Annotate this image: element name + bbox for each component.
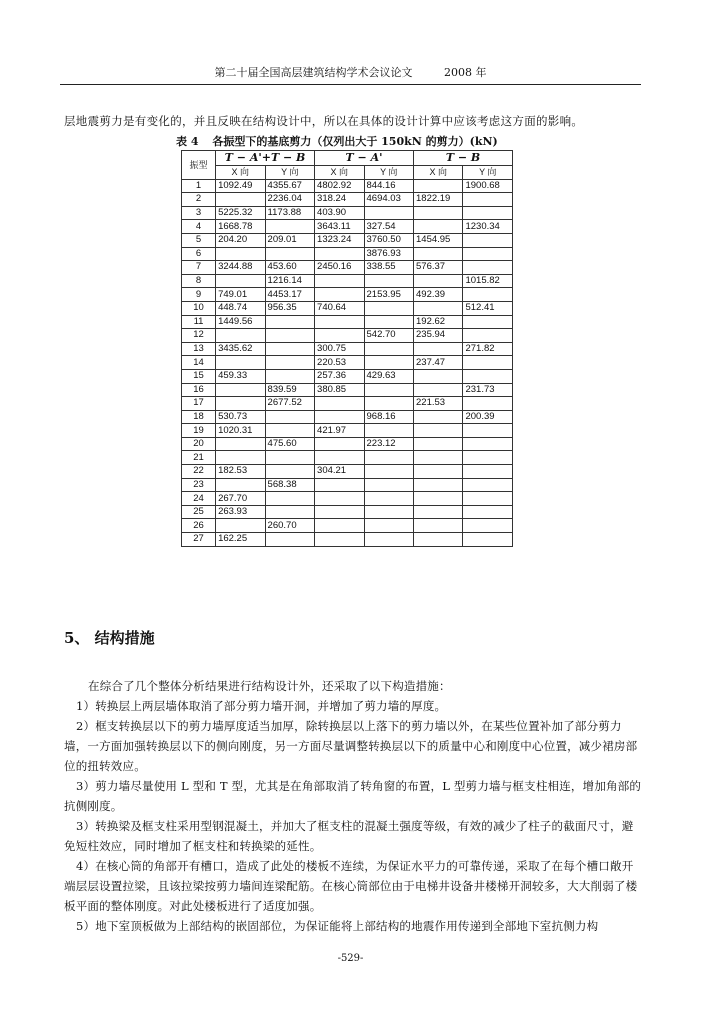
table-caption	[176, 133, 508, 149]
table-row	[182, 342, 513, 356]
shear-value-cell	[216, 437, 265, 451]
shear-value-cell: 1668.78	[216, 220, 265, 234]
shear-value-cell	[364, 274, 413, 288]
shear-value-cell: 237.47	[414, 356, 463, 370]
shear-value-cell	[414, 465, 463, 479]
table-row	[182, 206, 513, 220]
table-row	[182, 247, 513, 261]
shear-value-cell	[315, 329, 364, 343]
mode-number-cell: 11	[182, 315, 216, 329]
shear-value-cell	[265, 492, 314, 506]
shear-value-cell: 3643.11	[315, 220, 364, 234]
shear-value-cell: 1323.24	[315, 233, 364, 247]
shear-value-cell	[463, 465, 513, 479]
shear-value-cell: 162.25	[216, 533, 265, 547]
table-row	[182, 519, 513, 533]
shear-value-cell	[463, 288, 513, 302]
table-row	[182, 301, 513, 315]
shear-value-cell: 448.74	[216, 301, 265, 315]
table-row	[182, 533, 513, 547]
table-row	[182, 315, 513, 329]
shear-value-cell	[463, 369, 513, 383]
shear-value-cell: 2450.16	[315, 261, 364, 275]
shear-value-cell	[414, 519, 463, 533]
shear-value-cell: 3876.93	[364, 247, 413, 261]
shear-value-cell	[216, 356, 265, 370]
shear-value-cell	[216, 451, 265, 465]
shear-value-cell: 304.21	[315, 465, 364, 479]
mode-number-cell: 12	[182, 329, 216, 343]
shear-value-cell: 1020.31	[216, 424, 265, 438]
shear-value-cell	[364, 342, 413, 356]
shear-value-cell: 4355.67	[265, 179, 314, 193]
shear-value-cell	[463, 329, 513, 343]
table-row	[182, 329, 513, 343]
shear-value-cell: 839.59	[265, 383, 314, 397]
shear-value-cell	[414, 383, 463, 397]
shear-value-cell: 260.70	[265, 519, 314, 533]
shear-value-cell	[265, 220, 314, 234]
mode-number-cell: 1	[182, 179, 216, 193]
table-row	[182, 383, 513, 397]
table-row	[182, 179, 513, 193]
shear-value-cell	[265, 356, 314, 370]
group-header: T − A'	[315, 151, 414, 166]
page-number: -529-	[337, 953, 364, 964]
shear-value-cell: 576.37	[414, 261, 463, 275]
mode-number-cell: 2	[182, 193, 216, 207]
shear-value-cell	[216, 383, 265, 397]
mode-number-cell: 3	[182, 206, 216, 220]
shear-value-cell	[463, 437, 513, 451]
shear-value-cell: 2153.95	[364, 288, 413, 302]
shear-value-cell: 4453.17	[265, 288, 314, 302]
shear-value-cell	[463, 206, 513, 220]
shear-value-cell: 1822.19	[414, 193, 463, 207]
shear-value-cell	[463, 451, 513, 465]
shear-value-cell	[216, 397, 265, 411]
paragraph: 3）转换梁及框支柱采用型钢混凝土，并加大了框支柱的混凝土强度等级，有效的减少了柱子的截面尺寸，避免短柱效应，同时增加了框支柱和转换梁的延性。	[64, 819, 634, 853]
conference-title: 第二十届全国高层建筑结构学术会议论文	[214, 66, 413, 79]
shear-value-cell	[265, 533, 314, 547]
shear-value-cell	[463, 424, 513, 438]
table-row	[182, 274, 513, 288]
table-row	[182, 193, 513, 207]
mode-number-cell: 7	[182, 261, 216, 275]
sub-header: Y 向	[265, 166, 314, 180]
shear-value-cell: 235.94	[414, 329, 463, 343]
paragraph: 3）剪力墙尽量使用 L 型和 T 型，尤其是在角部取消了转角窗的布置，L 型剪力墙与框支柱相连，增加角部的抗侧刚度。	[64, 779, 642, 813]
shear-value-cell: 1449.56	[216, 315, 265, 329]
table-row	[182, 220, 513, 234]
paragraph: 5）地下室顶板做为上部结构的嵌固部位，为保证能将上部结构的地震作用传递到全部地下室抗侧力构	[76, 919, 599, 933]
sub-header: X 向	[315, 166, 364, 180]
shear-value-cell	[463, 505, 513, 519]
mode-number-cell: 23	[182, 478, 216, 492]
mode-number-cell: 26	[182, 519, 216, 533]
paragraph: 2）框支转换层以下的剪力墙厚度适当加厚，除转换层以上落下的剪力墙以外，在某些位置补加了部分剪力墙，一方面加强转换层以下的侧向刚度，另一方面尽量调整转换层以下的质量中心和刚度中心位置，减少裙房部位的扭转效应。	[64, 719, 638, 773]
shear-value-cell: 192.62	[414, 315, 463, 329]
mode-number-cell: 10	[182, 301, 216, 315]
shear-value-cell	[265, 410, 314, 424]
mode-number-cell: 27	[182, 533, 216, 547]
shear-value-cell	[463, 533, 513, 547]
sub-header: Y 向	[364, 166, 413, 180]
shear-value-cell	[364, 451, 413, 465]
shear-value-cell	[364, 383, 413, 397]
shear-value-cell: 403.90	[315, 206, 364, 220]
table-row	[182, 505, 513, 519]
shear-value-cell: 1092.49	[216, 179, 265, 193]
base-shear-table	[181, 150, 513, 547]
shear-value-cell: 475.60	[265, 437, 314, 451]
mode-number-cell: 5	[182, 233, 216, 247]
shear-value-cell	[414, 220, 463, 234]
shear-value-cell	[265, 329, 314, 343]
mode-number-cell: 16	[182, 383, 216, 397]
shear-value-cell	[414, 274, 463, 288]
shear-value-cell: 223.12	[364, 437, 413, 451]
shear-value-cell: 740.64	[315, 301, 364, 315]
shear-value-cell	[414, 369, 463, 383]
shear-value-cell: 380.85	[315, 383, 364, 397]
shear-value-cell	[414, 179, 463, 193]
shear-value-cell	[463, 233, 513, 247]
shear-value-cell	[463, 519, 513, 533]
shear-value-cell: 1230.34	[463, 220, 513, 234]
sub-header: Y 向	[463, 166, 513, 180]
shear-value-cell: 1173.88	[265, 206, 314, 220]
shear-value-cell: 956.35	[265, 301, 314, 315]
shear-value-cell	[414, 410, 463, 424]
shear-value-cell	[364, 465, 413, 479]
shear-value-cell: 338.55	[364, 261, 413, 275]
sub-header: X 向	[414, 166, 463, 180]
corner-cell: 振型	[182, 151, 216, 180]
shear-value-cell: 231.73	[463, 383, 513, 397]
mode-number-cell: 19	[182, 424, 216, 438]
shear-value-cell: 200.39	[463, 410, 513, 424]
shear-value-cell: 1015.82	[463, 274, 513, 288]
shear-value-cell	[364, 505, 413, 519]
shear-value-cell	[216, 519, 265, 533]
shear-value-cell	[463, 356, 513, 370]
shear-value-cell: 1216.14	[265, 274, 314, 288]
shear-value-cell	[216, 329, 265, 343]
shear-value-cell: 4694.03	[364, 193, 413, 207]
shear-value-cell	[315, 451, 364, 465]
header-year: 2008 年	[444, 66, 487, 79]
table-row	[182, 424, 513, 438]
shear-value-cell	[315, 505, 364, 519]
shear-value-cell: 749.01	[216, 288, 265, 302]
group-header: T − A'+T − B	[216, 151, 315, 166]
table-sub-header	[182, 166, 513, 180]
shear-value-cell	[265, 465, 314, 479]
table-title: 各振型下的基底剪力（仅列出大于 150kN 的剪力）(kN)	[212, 135, 498, 148]
shear-value-cell	[265, 505, 314, 519]
mode-number-cell: 9	[182, 288, 216, 302]
shear-value-cell: 459.33	[216, 369, 265, 383]
shear-value-cell: 3760.50	[364, 233, 413, 247]
shear-value-cell	[414, 424, 463, 438]
shear-value-cell: 2677.52	[265, 397, 314, 411]
shear-value-cell	[315, 247, 364, 261]
table-row	[182, 492, 513, 506]
shear-value-cell: 512.41	[463, 301, 513, 315]
shear-value-cell	[315, 397, 364, 411]
shear-value-cell	[414, 301, 463, 315]
shear-value-cell: 221.53	[414, 397, 463, 411]
shear-value-cell	[216, 478, 265, 492]
shear-value-cell	[265, 315, 314, 329]
mode-number-cell: 22	[182, 465, 216, 479]
shear-value-cell: 1454.95	[414, 233, 463, 247]
shear-value-cell	[265, 369, 314, 383]
shear-value-cell	[364, 424, 413, 438]
shear-value-cell	[414, 437, 463, 451]
shear-value-cell	[265, 247, 314, 261]
shear-value-cell	[414, 478, 463, 492]
table-row	[182, 369, 513, 383]
shear-value-cell	[364, 397, 413, 411]
paragraph: 在综合了几个整体分析结果进行结构设计外，还采取了以下构造措施：	[88, 679, 451, 693]
shear-value-cell	[463, 247, 513, 261]
shear-value-cell: 271.82	[463, 342, 513, 356]
shear-value-cell	[315, 410, 364, 424]
table-row	[182, 451, 513, 465]
mode-number-cell: 20	[182, 437, 216, 451]
shear-value-cell: 300.75	[315, 342, 364, 356]
mode-number-cell: 4	[182, 220, 216, 234]
shear-value-cell: 1900.68	[463, 179, 513, 193]
shear-value-cell	[414, 247, 463, 261]
table-row	[182, 233, 513, 247]
shear-value-cell	[265, 342, 314, 356]
shear-value-cell: 5225.32	[216, 206, 265, 220]
table-row	[182, 410, 513, 424]
shear-value-cell	[315, 478, 364, 492]
mode-number-cell: 17	[182, 397, 216, 411]
shear-value-cell: 542.70	[364, 329, 413, 343]
shear-value-cell: 182.53	[216, 465, 265, 479]
mode-number-cell: 18	[182, 410, 216, 424]
shear-value-cell	[414, 451, 463, 465]
shear-value-cell	[315, 288, 364, 302]
mode-number-cell: 14	[182, 356, 216, 370]
shear-value-cell	[315, 533, 364, 547]
shear-value-cell	[315, 274, 364, 288]
table-group-header	[182, 151, 513, 166]
shear-value-cell	[315, 519, 364, 533]
shear-value-cell: 263.93	[216, 505, 265, 519]
shear-value-cell: 429.63	[364, 369, 413, 383]
section-heading: 5、 结构措施	[64, 629, 155, 647]
shear-value-cell	[315, 315, 364, 329]
table-row	[182, 288, 513, 302]
sub-header: X 向	[216, 166, 265, 180]
shear-value-cell	[216, 274, 265, 288]
mode-number-cell: 8	[182, 274, 216, 288]
shear-value-cell	[364, 492, 413, 506]
shear-value-cell	[414, 533, 463, 547]
shear-value-cell: 844.16	[364, 179, 413, 193]
shear-value-cell: 2236.04	[265, 193, 314, 207]
shear-value-cell	[414, 505, 463, 519]
shear-value-cell	[364, 301, 413, 315]
mode-number-cell: 15	[182, 369, 216, 383]
shear-value-cell	[463, 492, 513, 506]
table-row	[182, 397, 513, 411]
shear-value-cell	[414, 206, 463, 220]
shear-value-cell: 209.01	[265, 233, 314, 247]
shear-value-cell	[463, 261, 513, 275]
shear-value-cell	[364, 478, 413, 492]
running-header	[60, 64, 641, 85]
shear-value-cell: 968.16	[364, 410, 413, 424]
shear-value-cell	[265, 424, 314, 438]
shear-value-cell: 568.38	[265, 478, 314, 492]
shear-value-cell	[463, 193, 513, 207]
shear-value-cell	[315, 492, 364, 506]
shear-value-cell: 3244.88	[216, 261, 265, 275]
paragraph: 1）转换层上两层墙体取消了部分剪力墙开洞，并增加了剪力墙的厚度。	[76, 699, 447, 713]
shear-value-cell: 3435.62	[216, 342, 265, 356]
shear-value-cell	[463, 478, 513, 492]
shear-value-cell: 4802.92	[315, 179, 364, 193]
shear-value-cell: 220.53	[315, 356, 364, 370]
shear-value-cell: 453.60	[265, 261, 314, 275]
mode-number-cell: 24	[182, 492, 216, 506]
shear-value-cell	[463, 397, 513, 411]
table-row	[182, 437, 513, 451]
table-row	[182, 261, 513, 275]
group-header: T − B	[414, 151, 513, 166]
shear-value-cell	[265, 451, 314, 465]
intro-paragraph: 层地震剪力是有变化的，并且反映在结构设计中，所以在具体的设计计算中应该考虑这方面的影响。	[64, 114, 584, 128]
shear-value-cell: 421.97	[315, 424, 364, 438]
shear-value-cell: 204.20	[216, 233, 265, 247]
mode-number-cell: 13	[182, 342, 216, 356]
shear-value-cell	[216, 193, 265, 207]
shear-value-cell	[216, 247, 265, 261]
paragraph: 4）在核心筒的角部开有槽口，造成了此处的楼板不连续，为保证水平力的可靠传递，采取了在每个槽口敞开端层层设置拉梁，且该拉梁按剪力墙间连梁配筋。在核心筒部位由于电梯井设备井楼梯开洞较多，大大削弱了楼板平面的整体刚度。对此处楼板进行了适度加强。	[64, 859, 638, 913]
shear-value-cell	[414, 492, 463, 506]
shear-value-cell	[364, 206, 413, 220]
shear-value-cell	[463, 315, 513, 329]
shear-value-cell	[315, 437, 364, 451]
table-row	[182, 478, 513, 492]
table-row	[182, 465, 513, 479]
table-row	[182, 356, 513, 370]
shear-value-cell: 257.36	[315, 369, 364, 383]
shear-value-cell	[364, 356, 413, 370]
shear-value-cell	[414, 342, 463, 356]
shear-value-cell: 327.54	[364, 220, 413, 234]
shear-value-cell: 267.70	[216, 492, 265, 506]
shear-value-cell	[364, 533, 413, 547]
shear-value-cell: 530.73	[216, 410, 265, 424]
shear-value-cell	[364, 315, 413, 329]
mode-number-cell: 21	[182, 451, 216, 465]
mode-number-cell: 6	[182, 247, 216, 261]
shear-value-cell	[364, 519, 413, 533]
mode-number-cell: 25	[182, 505, 216, 519]
table-number: 表 4	[176, 135, 199, 148]
shear-value-cell: 492.39	[414, 288, 463, 302]
shear-value-cell: 318.24	[315, 193, 364, 207]
